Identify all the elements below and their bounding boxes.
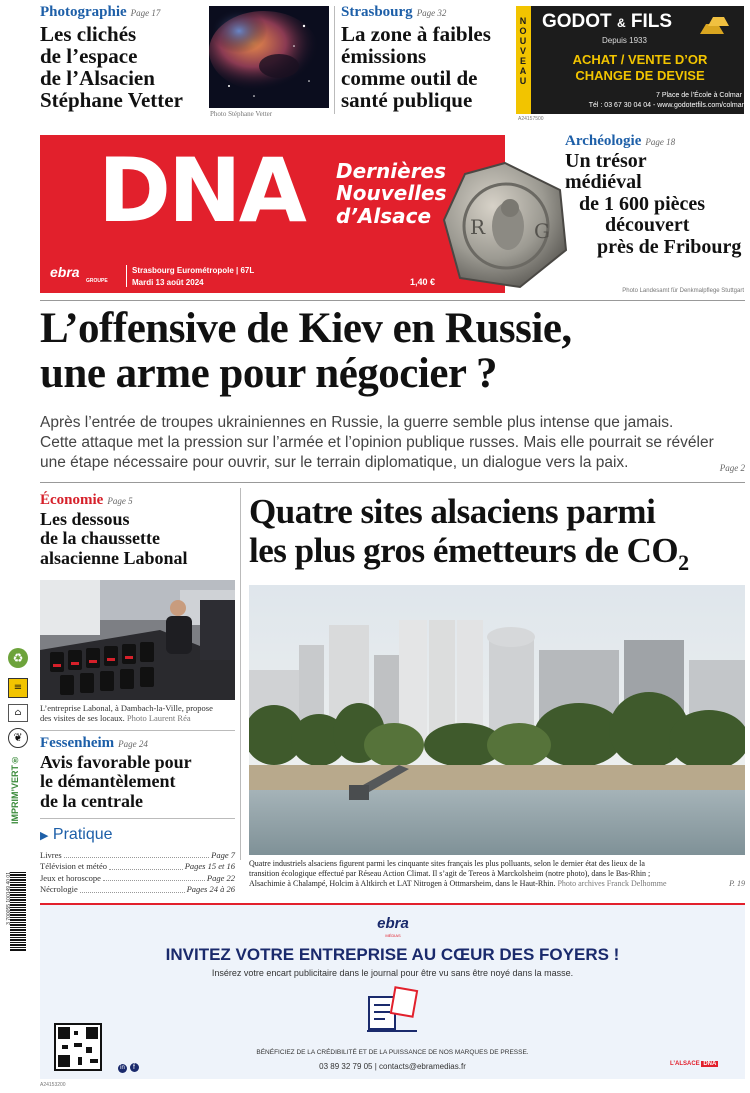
godot-brand: GODOT & FILS (542, 11, 673, 32)
archeo-credit: Photo Landesamt für Denkmalpflege Stuttgart (622, 288, 744, 294)
info-tri-icon: ⌂ (8, 704, 28, 722)
masthead-price: 1,40 € (410, 277, 436, 287)
godot-contact: Tél : 03 67 30 04 04 - www.godotetfils.com/colmar (588, 102, 744, 109)
ebra-ad-brands: L’ALSACE DNA (670, 1061, 717, 1067)
strasbourg-headline: La zone à faibles émissions comme outil de santé publique (341, 22, 491, 113)
labonal-image (40, 580, 235, 700)
archeo-headline: Un trésor médiéval de 1 600 pièces découvert près de Fribourg (565, 150, 742, 258)
nebula-image (209, 6, 329, 108)
coin-image (440, 160, 570, 290)
facebook-icon[interactable]: f (130, 1063, 139, 1072)
main-lede: Après l’entrée de troupes ukrainiennes en Russie, la guerre semble plus intense que jamais. Cette attaque met la pression sur l’armée et l’opinion publique russes. Mais elle pourrait se révéler une étape nécessaire pour ouvrir, sur le terrain diplomatique, un dialogue vers la paix. (40, 414, 714, 472)
ebra-ad-sub: Insérez votre encart publicitaire dans le journal pour être vu sans être noyé dans la masse. (211, 968, 574, 978)
godot-ad[interactable] (516, 6, 744, 114)
nebula-photo[interactable] (209, 6, 329, 108)
strasbourg-kicker: Strasbourg Page 32 (341, 4, 447, 20)
side-strip (6, 610, 30, 1080)
main-headline[interactable]: L’offensive de Kiev en Russie, une arme pour négocier ? (40, 305, 572, 398)
photo-kicker: Photographie Page 17 (40, 4, 161, 20)
pratique-item[interactable]: Nécrologie Pages 24 à 26 (40, 884, 235, 895)
gold-bars-icon (696, 14, 732, 36)
eco-caption: L’entreprise Labonal, à Dambach-la-Ville, propose des visites de ses locaux. Photo Laurent Réa (40, 703, 213, 724)
main-page: Page 2 (719, 463, 745, 473)
ebra-ad-headline: INVITEZ VOTRE ENTREPRISE AU CŒUR DES FOYERS ! (165, 945, 620, 964)
photo-headline: Les clichés de l’espace de l’Alsacien Stéphane Vetter (40, 22, 183, 113)
masthead-edition: Strasbourg Eurométropole | 67L (132, 266, 255, 275)
barcode (10, 872, 26, 952)
tereos-factory-image (249, 585, 745, 855)
pratique-item[interactable]: Jeux et horoscope Page 22 (40, 872, 235, 883)
eco-headline: Les dessous de la chaussette alsacienne Labonal (40, 509, 188, 568)
pratique-title: ▶ Pratique (40, 826, 113, 843)
fessenheim-teaser[interactable] (40, 735, 235, 811)
masthead[interactable] (40, 135, 505, 293)
pratique-item[interactable]: Télévision et météo Pages 15 et 16 (40, 861, 235, 872)
strasbourg-teaser[interactable] (341, 4, 511, 111)
pratique-box (40, 826, 235, 896)
eco-teaser[interactable] (40, 492, 235, 568)
godot-address: 7 Place de l’École à Colmar (656, 92, 742, 99)
godot-ref: A24157500 (518, 116, 544, 122)
archeo-teaser[interactable] (565, 133, 745, 258)
labonal-photo[interactable] (40, 580, 235, 700)
coin-glyph-right: G (534, 219, 550, 243)
fessenheim-headline: Avis favorable pour le démantèlement de la centrale (40, 752, 192, 811)
tereos-photo[interactable] (249, 585, 745, 855)
ebra-ad-contact[interactable]: 03 89 32 79 05 | contacts@ebramedias.fr (319, 1062, 466, 1071)
photo-teaser[interactable] (40, 4, 210, 111)
coin-glyph-left: R (470, 215, 486, 239)
masthead-logo: DNA (98, 139, 304, 242)
godot-line1: ACHAT / VENTE D’OR (572, 52, 708, 67)
co2-headline[interactable]: Quatre sites alsaciens parmi les plus gros émetteurs de $CO_2$ (249, 492, 689, 576)
godot-line2: CHANGE DE DEVISE (575, 68, 705, 83)
archeo-kicker: Archéologie Page 18 (565, 133, 676, 149)
co2-caption: Quatre industriels alsaciens figurent parmi les cinquante sites français les plus polluants, selon le dernier état des lieux de la transition écologique effectué par Réseau Action Climat. Il s’agit de Tereos à Marckolsheim (notre photo), dans le Bas-Rhin ; Alsachimie à Chalampé, Holcim à Altkirch et LAT Nitrogen à Ottmarsheim, dans le Haut-Rhin. Photo archives Franck Delhomme P. 19 (249, 859, 745, 888)
ebra-ad-benefit: BÉNÉFICIEZ DE LA CRÉDIBILITÉ ET DE LA PUISSANCE DE NOS MARQUES DE PRESSE. (256, 1049, 529, 1056)
triman-icon: ≡ (8, 678, 28, 698)
recycle-icon: ♻ (8, 648, 28, 668)
leaf-icon: ❦ (8, 728, 28, 748)
photo-credit: Photo Stéphane Vetter (210, 110, 273, 118)
coin-photo[interactable] (440, 160, 570, 290)
ebra-ad-logo: ebra MÉDIAS (377, 915, 409, 938)
arrow-right-icon: ▶ (40, 830, 49, 842)
masthead-date: Mardi 13 août 2024 (132, 278, 204, 287)
ebra-ad[interactable] (40, 903, 745, 1079)
godot-vertical-band: NOUVEAU (516, 6, 531, 114)
fessenheim-kicker: Fessenheim Page 24 (40, 735, 148, 751)
pratique-item[interactable]: Livres Page 7 (40, 850, 235, 860)
newspaper-icon (365, 985, 421, 1035)
ebra-ad-ref: A24153200 (40, 1082, 66, 1088)
linkedin-icon[interactable]: in (118, 1064, 127, 1073)
masthead-name: Dernières Nouvelles d’Alsace (336, 159, 447, 228)
imprim-vert-label: IMPRIM’VERT® (10, 755, 20, 825)
barcode-number: 3 700055 100149 40 01 (6, 872, 12, 925)
godot-since: Depuis 1933 (602, 36, 647, 45)
ebra-group-logo: ebra GROUPE (50, 264, 108, 284)
eco-kicker: Économie Page 5 (40, 492, 133, 508)
